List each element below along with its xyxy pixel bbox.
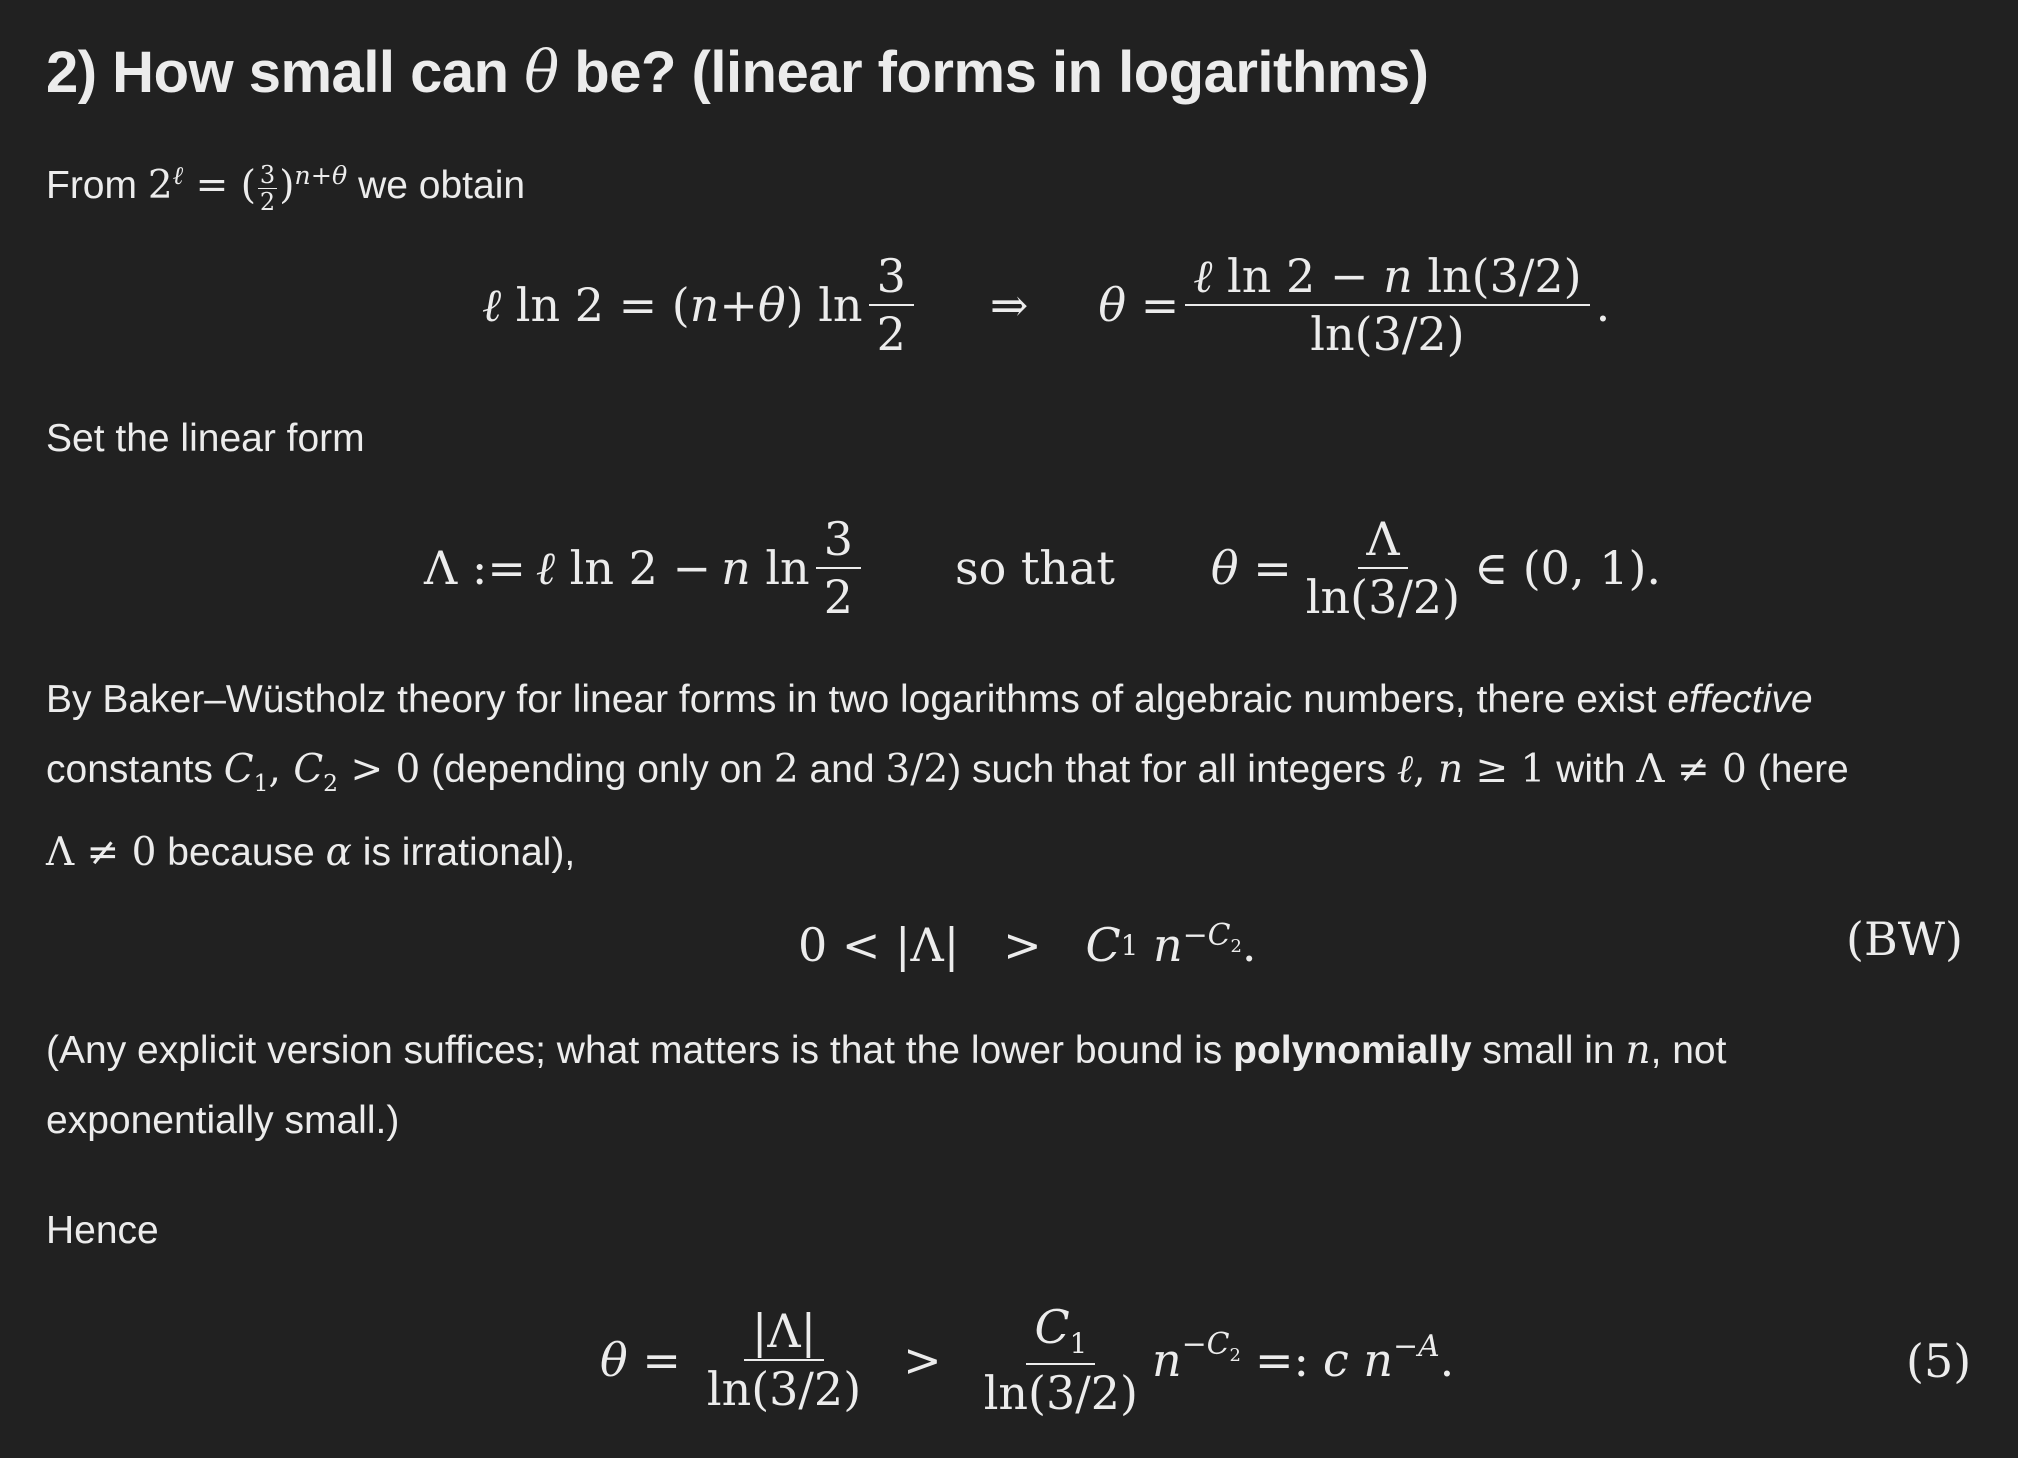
- equation-label-bw: (BW): [1846, 912, 1963, 966]
- heading-suffix: be? (linear forms in logarithms): [574, 40, 1429, 105]
- heading-prefix: 2) How small can: [46, 40, 509, 105]
- paragraph-set-linear-form: Set the linear form: [46, 417, 365, 460]
- paragraph-from: From $2^\ell$ = ( $\frac{3}{2}$ )$^{n+\theta}$ we obtain: [46, 160, 526, 216]
- equation-label-5: (5): [1906, 1334, 1972, 1388]
- section-heading: [46, 38, 1428, 106]
- so-that-text: so that: [954, 541, 1115, 595]
- paragraph-any-explicit-version: (Any explicit version suffices; what matters is that the lower bound is polynomially small in n, not exponentially small.): [46, 1028, 1727, 1142]
- equation-theta-lower-bound: θ = $\frac{|\Lambda|}{\ln(3/2)}$ > $\frac{C_1}{\ln(3/2)}$ n $^{-C_2}$ =: c n $^{-A}$ .: [600, 1299, 1455, 1420]
- equation-theta-definition: ℓ ln 2 = ( n + θ ) ln $\frac{3}{2}$ ⇒ θ = $\frac{\text{ℓ ln 2 − n ln(3/2)}}{\ln(3/2)}$ .: [482, 248, 1611, 361]
- equation-bw-bound: 0 < |Λ| > C 1 n $^{-C_2}$ .: [798, 917, 1257, 972]
- paragraph-baker-wustholz: By Baker–Wüstholz theory for linear forms in two logarithms of algebraic numbers, there exist effective constants $C_1$, $C_2 > 0$ (depending only on 2 and 3/2) such that for all integers ℓ, n ≥ 1 with Λ ≠ 0 (here Λ ≠ 0 because α is irrational),: [46, 678, 1849, 875]
- equation-linear-form: Λ := ℓ ln 2 − n ln $\frac{3}{2}$ so that θ = $\frac{\Lambda}{\ln(3/2)}$ ∈ (0, 1).: [424, 511, 1662, 624]
- heading-theta: θ: [524, 38, 559, 106]
- paragraph-hence: Hence: [46, 1209, 159, 1252]
